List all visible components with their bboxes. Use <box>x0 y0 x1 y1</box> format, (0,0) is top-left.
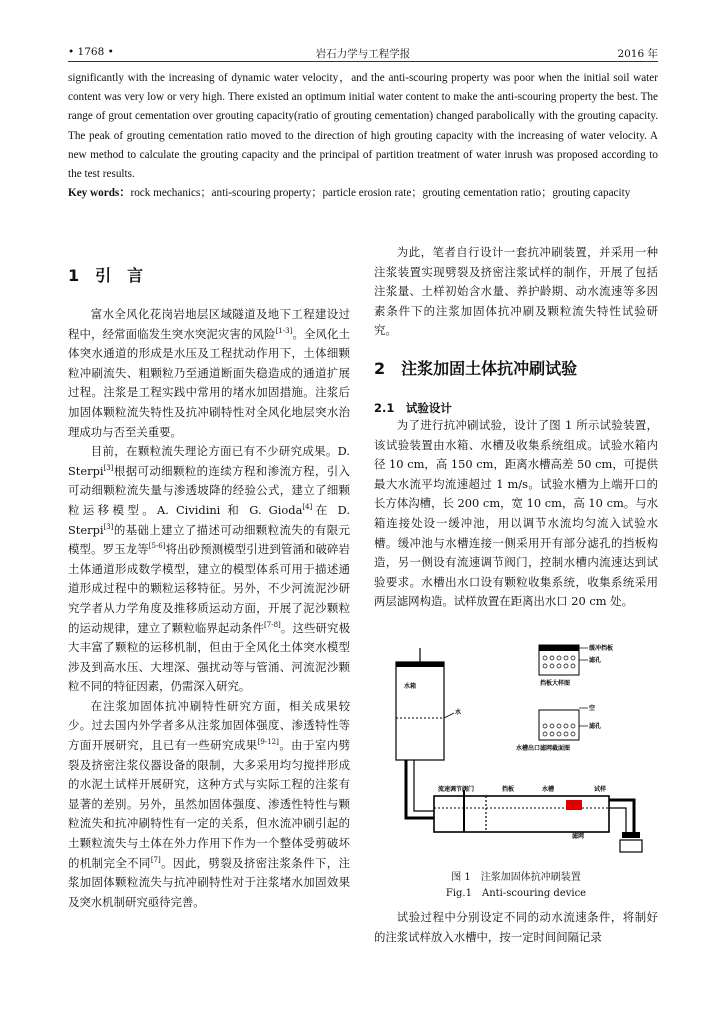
buffer-plate-label: 缓冲挡板 <box>589 645 614 652</box>
left-column <box>68 305 350 912</box>
test-sample <box>566 800 582 810</box>
screen-label: 滤网 <box>572 833 585 840</box>
paragraph: 目前，在颗粒流失理论方面已有不少研究成果。D. Sterpi[3]根据可动细颗粒的连续方程和渗流方程，引入可动细颗粒流失量与渗透坡降的经验公式，建立了细颗粒运移模型。A. Cividini 和 G. Gioda[4]在 D. Sterpi[3]的基础上建立了描述可动细颗粒流失的有限元模型。罗玉龙等[5-6]将出砂预测模型引进到管涌和破碎岩土体通道形成数学模型，建立的模型体系可用于描述通道形成过程中的颗粒运移特征。另外，不少河流泥沙研究学者从力学角度及推移质运动方面，开展了泥沙颗粒的运动规律，建立了颗粒临界起动条件[7-8]。这些研究极大丰富了颗粒的运移机制，但由于全风化土体突水模型涉及到高水压、大埋深、强扰动等与管涌、河流泥沙颗粒不同的特征因素，仍需深入研究。 <box>68 444 350 694</box>
plate-detail-caption: 挡板大样图 <box>540 680 571 687</box>
abstract-english <box>68 69 658 203</box>
feed-pipe <box>406 760 434 818</box>
filter-hole-label-1: 滤孔 <box>589 657 602 664</box>
abstract-text: significantly with the increasing of dynamic water velocity，and the anti-scouring property was poor when the initial soil water content was very low or very high. There existed an optimum initial water content to make the anti-scouring property the best. The range of grout cementation over grouting capacity(ratio of grouting cementation) changed parabolically with the grouting capacity. The peak of grouting cementation ratio moved to the direction of high grouting capacity with the increasing of water velocity. A new method to calculate the grouting capacity and the principal of partition treatment of water inrush was proposed according to the test results. <box>68 72 658 181</box>
section2-continued <box>374 908 658 947</box>
year: 2016 年 <box>617 48 658 60</box>
empty-label: 空 <box>589 705 596 712</box>
valve-label: 流速调节阀门 <box>438 786 475 793</box>
section2-title: 2 注浆加固土体抗冲刷试验 <box>374 359 578 378</box>
running-header <box>68 42 658 60</box>
outlet-detail <box>539 710 579 740</box>
sample-label: 试样 <box>594 786 607 793</box>
tank-cap <box>396 662 444 667</box>
filter-hole-label-2: 滤孔 <box>589 723 602 730</box>
paragraph: 试验过程中分别设定不同的动水流速条件，将制好的注浆试样放入水槽中，按一定时间间隔记录 <box>374 910 658 944</box>
outlet-pipe <box>609 800 634 835</box>
collector <box>620 840 642 852</box>
paragraph: 在注浆加固体抗冲刷特性研究方面，相关成果较少。过去国内外学者多从注浆加固体强度、渗透特性等方面开展研究，且已有一些研究成果[9-12]。由于室内劈裂及挤密注浆仪器设备的限制，大多采用均匀搅拌形成的水泥土试样开展研究，这种方式与实际工程的注浆有显著的差别。另外，虽然加固体强度、渗透性特性与颗粒流失和抗冲刷特性有一定的关系，但水流冲刷引起的土颗粒流失与土体在外力作用下作为一个整体受剪破坏的机制完全不同[7]。因此，劈裂及挤密注浆条件下，注浆加固体颗粒流失与抗冲刷特性对于注浆堵水加固效果及突水机制研究亟待完善。 <box>68 698 350 909</box>
baffle-label: 挡板 <box>502 786 515 793</box>
subsection-title: 2.1 试验设计 <box>374 401 452 415</box>
page-number: • 1768 • <box>68 46 114 58</box>
section1-title: 1 引 言 <box>68 266 144 285</box>
paragraph: 为了进行抗冲刷试验，设计了图 1 所示试验装置，该试验装置由水箱、水槽及收集系统组成。试验水箱内径 10 cm，高 150 cm，距离水槽高差 50 cm，可提供最大水流平均流速超过 1 m/s。试验水槽为上端开口的长方体沟槽，长 200 cm，宽 10 cm，高 10 cm。与水箱连接处设一缓冲池，用以调节水流均匀流入试验水槽。缓冲池与水槽连接一侧采用开有部分滤孔的挡板构造，另一侧设有流速调节阀门，控制水槽内流速达到试验要求。水槽出水口设有颗粒收集系统，收集系统采用两层滤网构造。试样放置在距离出水口 20 cm 处。 <box>374 418 658 609</box>
screen-block <box>622 832 640 838</box>
tank-label: 水箱 <box>404 683 417 690</box>
header-rule <box>68 61 658 62</box>
outlet-pipe-inner <box>609 808 626 835</box>
anti-scouring-device-figure <box>394 640 654 855</box>
keywords: rock mechanics；anti-scouring property；particle erosion rate；grouting cementation ratio；grouting capacity <box>130 187 631 200</box>
section2-body <box>374 416 658 612</box>
water-label: 水 <box>455 709 462 716</box>
feed-pipe-inner <box>414 760 434 811</box>
water-tank <box>396 662 444 760</box>
keywords-label: Key words： <box>68 187 131 200</box>
figure-caption-cn: 图 1 注浆加固体抗冲刷装置 <box>451 872 581 883</box>
paragraph: 富水全风化花岗岩地层区域隧道及地下工程建设过程中，经常面临发生突水突泥灾害的风险[1-3]。全风化土体突水通道的形成是水压及工程扰动作用下，土体细颗粒冲刷流失、粗颗粒乃至通道断面失稳造成的通道扩展过程。注浆是工程实践中常用的堵水加固措施。注浆后加固体颗粒流失特性及抗冲刷特性对全风化地层突水治理成功与否至关重要。 <box>68 307 350 439</box>
paragraph: 为此，笔者自行设计一套抗冲刷装置，并采用一种注浆装置实现劈裂及挤密注浆试样的制作，开展了包括注浆量、土样初始含水量、养护龄期、动水流速等多因素条件下的注浆加固体抗冲刷及颗粒流失特性试验研究。 <box>374 245 658 338</box>
figure-caption-en: Fig.1 Anti-scouring device <box>445 888 587 899</box>
journal-name: 岩石力学与工程学报 <box>315 48 411 60</box>
water-trough <box>434 796 609 832</box>
outlet-detail-caption: 水槽出口滤网截面图 <box>516 745 571 752</box>
trough-label: 水槽 <box>542 786 555 793</box>
water-leader <box>444 713 454 718</box>
right-intro <box>374 243 658 341</box>
plate-top <box>539 645 579 651</box>
